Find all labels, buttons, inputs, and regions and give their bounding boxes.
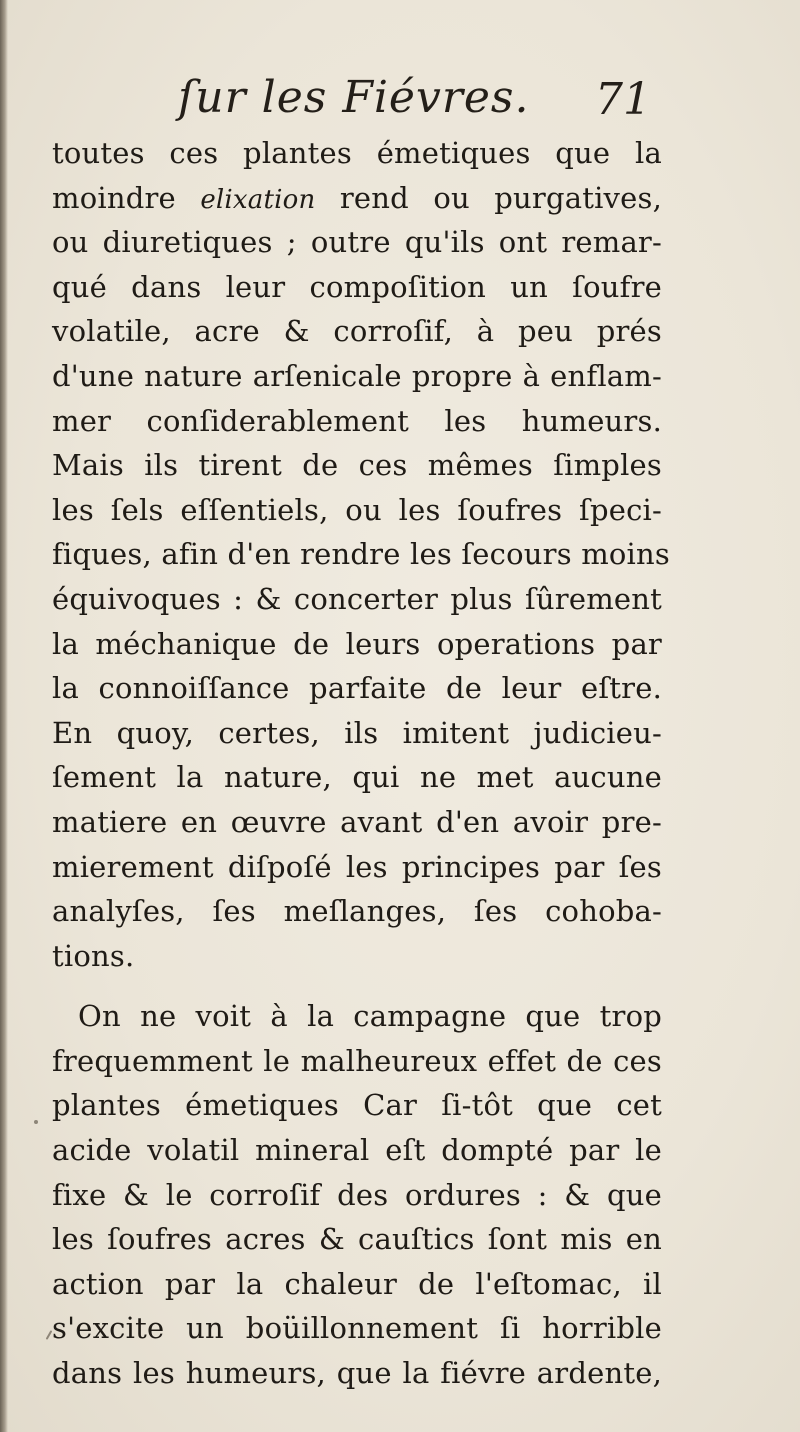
text-line: dans les humeurs, que la fiévre ardente, xyxy=(52,1356,662,1391)
text-line: équivoques : & concerter plus ſûrement xyxy=(52,581,662,616)
text-line: En quoy, certes, ils imitent judicieu- xyxy=(52,715,662,750)
text-line: mierement diſpoſé les principes par ſes xyxy=(52,849,662,884)
running-title: ſur les Fiévres. xyxy=(178,72,530,123)
text-line: tions. xyxy=(52,938,135,973)
text-line: analyſes, ſes meſlanges, ſes cohoba- xyxy=(52,894,662,929)
page-binding-edge xyxy=(0,0,8,1432)
text-line: la méchanique de leurs operations par xyxy=(52,626,662,661)
text-line xyxy=(52,176,662,221)
text-line: mer conſiderablement les humeurs. xyxy=(52,403,662,438)
page-header xyxy=(0,72,800,132)
text-line: toutes ces plantes émetiques que la xyxy=(52,136,662,170)
text-line: s'excite un boüillonnement ſi horrible xyxy=(52,1311,662,1346)
text-line: d'une nature arſenicale propre à enflam- xyxy=(52,358,662,393)
text-segment: rend ou purgatives, xyxy=(315,180,662,215)
page-number: 71 xyxy=(595,74,651,125)
text-line: acide volatil mineral eſt dompté par le xyxy=(52,1133,662,1168)
text-line: ou diuretiques ; outre qu'ils ont remar- xyxy=(52,225,662,260)
paper-speck xyxy=(34,1120,38,1124)
paragraph-first-line: On ne voit à la campagne que trop xyxy=(78,999,662,1034)
text-line: Mais ils tirent de ces mêmes ſimples xyxy=(52,448,662,483)
text-line: action par la chaleur de l'eſtomac, il xyxy=(52,1266,662,1301)
text-line: matiere en œuvre avant d'en avoir pre- xyxy=(52,804,662,839)
text-line: fiques, afin d'en rendre les ſecours moins xyxy=(52,537,670,572)
text-line: qué dans leur compoſition un ſoufre xyxy=(52,269,662,304)
text-line: les ſoufres acres & cauſtics ſont mis en xyxy=(52,1222,662,1257)
text-line: volatile, acre & corroſif, à peu prés xyxy=(52,314,662,349)
text-line: plantes émetiques Car ſi-tôt que cet xyxy=(52,1088,662,1123)
text-line: frequemment le malheureux effet de ces xyxy=(52,1043,662,1078)
italic-word: elixation xyxy=(200,184,316,215)
body-text xyxy=(52,131,670,1396)
text-line: les ſels eſſentiels, ou les ſoufres ſpeci- xyxy=(52,492,662,527)
text-line: fixe & le corroſif des ordures : & que xyxy=(52,1177,662,1212)
text-segment: moindre xyxy=(52,180,201,215)
text-line: ſement la nature, qui ne met aucune xyxy=(52,760,662,795)
text-line: la connoiſſance parfaite de leur eſtre. xyxy=(52,671,662,706)
